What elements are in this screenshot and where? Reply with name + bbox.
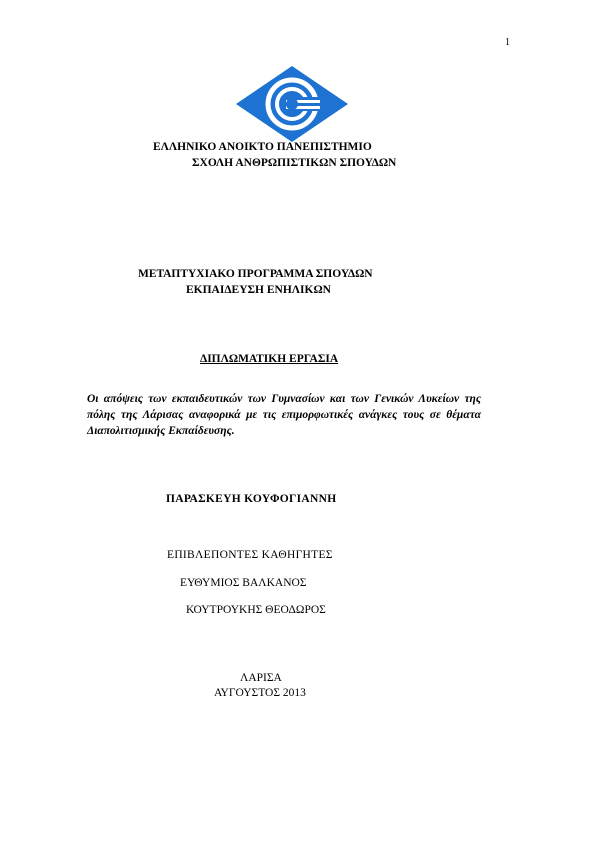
supervisors-label: ΕΠΙΒΛΕΠΟΝΤΕΣ ΚΑΘΗΓΗΤΕΣ	[167, 549, 333, 561]
page-number: 1	[505, 37, 510, 48]
thesis-type: ΔΙΠΛΩΜΑΤΙΚΗ ΕΡΓΑΣΙΑ	[200, 353, 339, 365]
logo-core	[286, 98, 298, 110]
thesis-title: Οι απόψεις των εκπαιδευτικών των Γυμνασίων και των Γενικών Λυκείων της πόλης της Λάρισας αναφορικά με τις επιμορφωτικές ανάγκες τους σε θέματα Διαπολιτισμικής Εκπαίδευσης.	[87, 393, 481, 437]
program-name: ΜΕΤΑΠΤΥΧΙΑΚΟ ΠΡΟΓΡΑΜΜΑ ΣΠΟΥΔΩΝ	[138, 268, 373, 280]
program-area: ΕΚΠΑΙΔΕΥΣΗ ΕΝΗΛΙΚΩΝ	[186, 284, 331, 296]
university-name: ΕΛΛΗΝΙΚΟ ΑΝΟΙΚΤΟ ΠΑΝΕΠΙΣΤΗΜΙΟ	[153, 141, 372, 153]
supervisor-name: ΕΥΘΥΜΙΟΣ ΒΑΛΚΑΝΟΣ	[180, 577, 307, 589]
author-name: ΠΑΡΑΣΚΕΥΗ ΚΟΥΦΟΓΙΑΝΝΗ	[166, 493, 337, 505]
city: ΛΑΡΙΣΑ	[240, 672, 282, 684]
university-logo-icon	[236, 66, 348, 142]
supervisor-name: ΚΟΥΤΡΟΥΚΗΣ ΘΕΟΔΩΡΟΣ	[186, 604, 326, 616]
school-name: ΣΧΟΛΗ ΑΝΘΡΩΠΙΣΤΙΚΩΝ ΣΠΟΥΔΩΝ	[192, 157, 397, 169]
date: ΑΥΓΟΥΣΤΟΣ 2013	[214, 687, 306, 699]
